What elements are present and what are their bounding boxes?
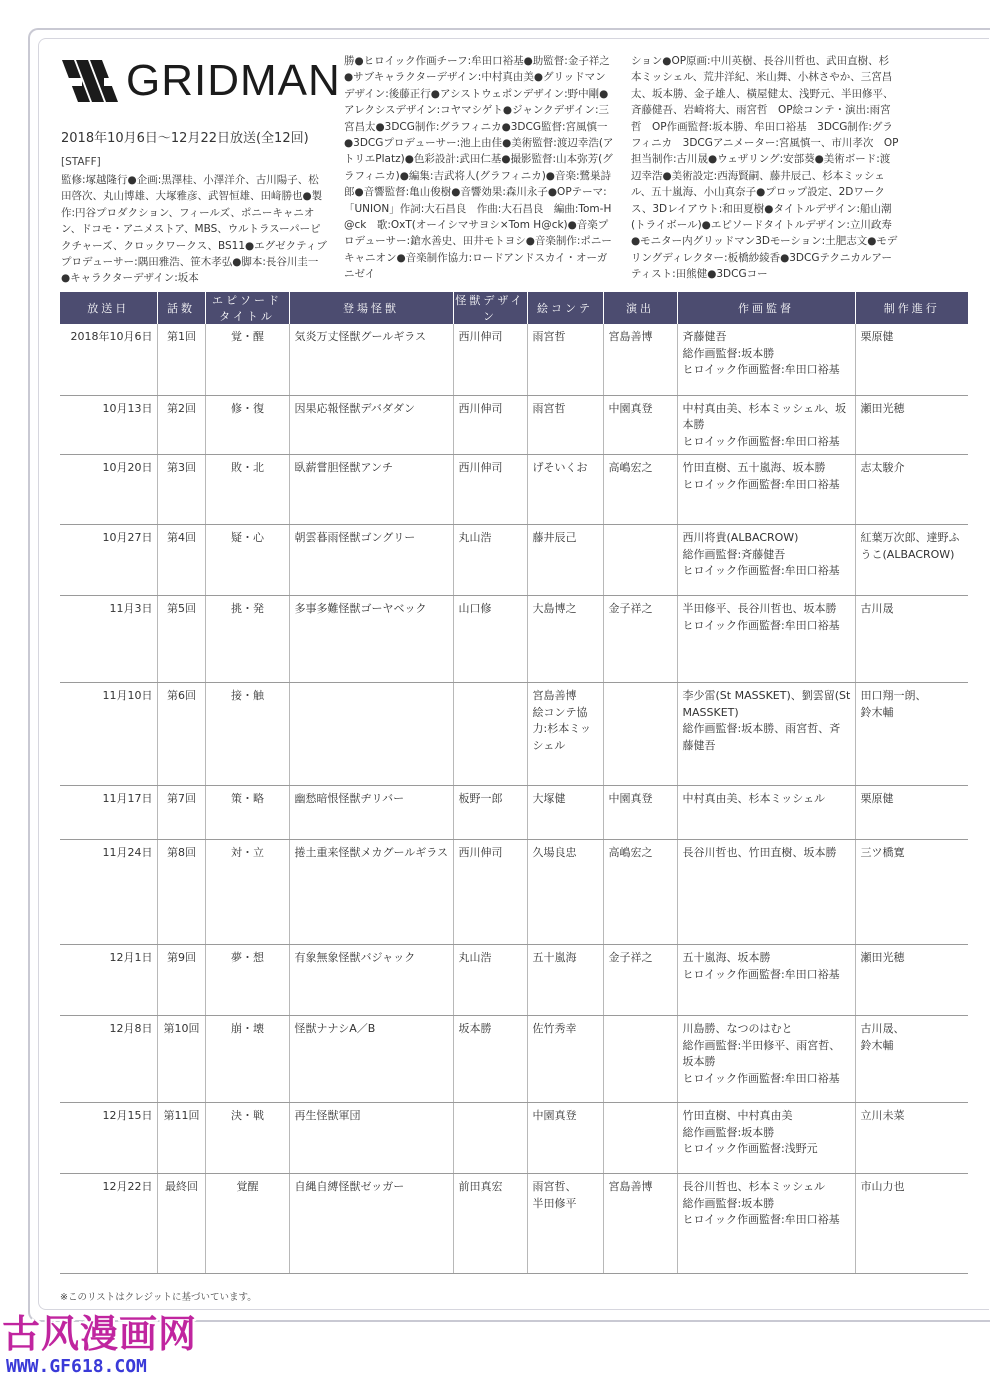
- cell-production-assistant: 志太駿介: [855, 455, 968, 525]
- cell-storyboard: 佐竹秀幸: [527, 1016, 603, 1103]
- cell-storyboard: 雨宮哲: [527, 395, 603, 455]
- cell-episode-title: 覚・醒: [205, 324, 289, 395]
- table-row: [60, 525, 968, 596]
- header-production-assistant: 制作進行: [855, 292, 968, 324]
- cell-airdate: 10月20日: [60, 455, 157, 525]
- watermark-url: WWW.GF618.COM: [6, 1356, 147, 1377]
- table-row: [60, 1103, 968, 1174]
- cell-production-assistant: 紅葉万次郎、達野ふうこ(ALBACROW): [855, 525, 968, 596]
- cell-kaiju: 有象無象怪獣バジャック: [289, 945, 453, 1016]
- cell-storyboard: 藤井辰己: [527, 525, 603, 596]
- episode-table-header: [60, 292, 968, 324]
- cell-kaiju: 捲土重来怪獣メカグールギラス: [289, 840, 453, 945]
- cell-episode-director: 宮島善博: [603, 324, 677, 395]
- cell-kaiju-design: 丸山浩: [453, 945, 527, 1016]
- cell-kaiju: 再生怪獣軍団: [289, 1103, 453, 1174]
- cell-production-assistant: 栗原健: [855, 786, 968, 840]
- cell-episode-title: 挑・発: [205, 596, 289, 683]
- cell-airdate: 11月24日: [60, 840, 157, 945]
- staff-heading: [STAFF]: [61, 156, 101, 168]
- cell-production-assistant: 立川未菜: [855, 1103, 968, 1174]
- cell-kaiju-design: [453, 1103, 527, 1174]
- cell-episode-title: 覚醒: [205, 1174, 289, 1274]
- cell-episode-number: 第6回: [157, 683, 205, 786]
- cell-production-assistant: 栗原健: [855, 324, 968, 395]
- cell-airdate: 12月22日: [60, 1174, 157, 1274]
- cell-animation-director: 李少雷(St MASSKET)、劉雲留(St MASSKET) 総作画監督:坂本勝、雨宮哲、斉藤健吾: [677, 683, 855, 786]
- cell-episode-director: 中園真登: [603, 395, 677, 455]
- cell-kaiju-design: 西川伸司: [453, 395, 527, 455]
- header-kaiju: 登場怪獣: [289, 292, 453, 324]
- cell-kaiju: 因果応報怪獣デバダダン: [289, 395, 453, 455]
- cell-kaiju-design: 山口修: [453, 596, 527, 683]
- cell-storyboard: 大島博之: [527, 596, 603, 683]
- gridman-logo: [62, 56, 341, 106]
- staff-credits-column-1: 監修:塚越隆行●企画:黒澤桂、小澤洋介、古川陽子、松田啓次、丸山博雄、大塚雅彦、武智恒雄、田﨑勝也●製作:円谷プロダクション、フィールズ、ポニーキャニオン、ドコモ・アニメストア、MBS、ウルトラスーパーピクチャーズ、クロックワークス、BS11●エグゼクティブプロデューサー:隅田雅浩、笹木孝弘●脚本:長谷川圭一●キャラクターデザイン:坂本: [61, 174, 327, 285]
- cell-storyboard: 久場良忠: [527, 840, 603, 945]
- cell-production-assistant: 古川晟: [855, 596, 968, 683]
- header-animation-director: 作画監督: [677, 292, 855, 324]
- cell-animation-director: 斉藤健吾 総作画監督:坂本勝 ヒロイック作画監督:牟田口裕基: [677, 324, 855, 395]
- cell-kaiju-design: 前田真宏: [453, 1174, 527, 1274]
- cell-episode-director: 高嶋宏之: [603, 840, 677, 945]
- cell-kaiju: 怪獣ナナシA／B: [289, 1016, 453, 1103]
- cell-kaiju: 気炎万丈怪獣グールギラス: [289, 324, 453, 395]
- cell-episode-number: 最終回: [157, 1174, 205, 1274]
- header-episode-number: 話数: [157, 292, 205, 324]
- staff-credits-column-3: ション●OP原画:中川英樹、長谷川哲也、武田直樹、杉本ミッシェル、荒井洋紀、米山舞、小林さやか、三宮昌太、坂本勝、金子雄人、橫屋健太、浅野元、半田修平、斉藤健吾、岩崎将大、雨宮哲 OP絵コンテ・演出:雨宮哲 OP作画監督:坂本勝、牟田口裕基 3DCG制作:グラフィニカ 3DCGアニメーター:宮風慎一、市川孝次 OP担当制作:古川晟●ウェザリング:安部葵●美術ボード:渡辺幸浩●美術設定:西海賢嗣、藤井辰己、杉本ミッシェル、五十嵐海、小山真奈子●プロップ設定、2Dワークス、3Dレイアウト:和田夏樹●タイトルデザイン:船山潮(トライボール)●エピソードタイトルデザイン:立川政寿●モニター内グリッドマン3Dモーション:土肥志文●モデリングディレクター:板橋紗綾香●3DCGテクニカルアーティスト:田熊健●3DCGコー: [631, 55, 899, 281]
- header-episode-director: 演出: [603, 292, 677, 324]
- table-row: [60, 596, 968, 683]
- cell-production-assistant: 古川晟、 鈴木輔: [855, 1016, 968, 1103]
- cell-airdate: 2018年10月6日: [60, 324, 157, 395]
- staff-credits-column-2: 勝●ヒロイック作画チーフ:牟田口裕基●助監督:金子祥之●サブキャラクターデザイン:中村真由美●グリッドマンデザイン:後藤正行●アシストウェポンデザイン:野中剛●アレクシスデザイン:コヤマシゲト●ジャンクデザイン:三宮昌太●3DCG制作:グラフィニカ●3DCG監督:宮風慎一●3DCGプロデューサー:池上由佳●美術監督:渡辺幸浩(アトリエPlatz)●色彩設計:武田仁基●撮影監督:山本弥芳(グラフィニカ)●編集:吉武将人(グラフィニカ)●音楽:鷺巣詩郎●音響監督:亀山俊樹●音響効果:森川永子●OPテーマ:「UNION」作詞:大石昌良 作曲:大石昌良 編曲:Tom-H@ck 歌:OxT(オーイシマサヨシ×Tom H@ck)●音楽プロデューサー:鎗水善史、田井モトヨシ●音楽制作:ポニーキャニオン●音楽制作協力:ロードアンドスカイ・オーガニゼイ: [344, 55, 614, 281]
- cell-animation-director: 竹田直樹、中村真由美 総作画監督:坂本勝 ヒロイック作画監督:浅野元: [677, 1103, 855, 1174]
- cell-episode-number: 第5回: [157, 596, 205, 683]
- cell-animation-director: 西川将貴(ALBACROW) 総作画監督:斉藤健吾 ヒロイック作画監督:牟田口裕基: [677, 525, 855, 596]
- table-row: [60, 395, 968, 455]
- cell-episode-number: 第9回: [157, 945, 205, 1016]
- table-row: [60, 324, 968, 395]
- cell-episode-title: 修・復: [205, 395, 289, 455]
- table-row: [60, 1174, 968, 1274]
- cell-episode-number: 第3回: [157, 455, 205, 525]
- cell-episode-director: 中園真登: [603, 786, 677, 840]
- cell-animation-director: 五十嵐海、坂本勝 ヒロイック作画監督:牟田口裕基: [677, 945, 855, 1016]
- cell-kaiju-design: 丸山浩: [453, 525, 527, 596]
- cell-episode-number: 第8回: [157, 840, 205, 945]
- table-row: [60, 945, 968, 1016]
- cell-animation-director: 川島勝、なつのはむと 総作画監督:半田修平、雨宮哲、坂本勝 ヒロイック作画監督:牟田口裕基: [677, 1016, 855, 1103]
- cell-episode-director: [603, 1016, 677, 1103]
- cell-kaiju: 自縄自縛怪獣ゼッガー: [289, 1174, 453, 1274]
- cell-animation-director: 長谷川哲也、杉本ミッシェル 総作画監督:坂本勝 ヒロイック作画監督:牟田口裕基: [677, 1174, 855, 1274]
- cell-episode-title: 対・立: [205, 840, 289, 945]
- cell-episode-number: 第11回: [157, 1103, 205, 1174]
- cell-episode-director: 宮島善博: [603, 1174, 677, 1274]
- cell-airdate: 10月13日: [60, 395, 157, 455]
- cell-animation-director: 中村真由美、杉本ミッシェル、坂本勝 ヒロイック作画監督:牟田口裕基: [677, 395, 855, 455]
- cell-kaiju: 臥薪嘗胆怪獣アンチ: [289, 455, 453, 525]
- cell-storyboard: 大塚健: [527, 786, 603, 840]
- cell-storyboard: 雨宮哲、 半田修平: [527, 1174, 603, 1274]
- episode-table: [60, 292, 968, 1274]
- header-episode-title: エピソードタイトル: [205, 292, 289, 324]
- cell-episode-title: 崩・壊: [205, 1016, 289, 1103]
- cell-episode-director: [603, 525, 677, 596]
- cell-production-assistant: 田口翔一朗、 鈴木輔: [855, 683, 968, 786]
- cell-episode-number: 第1回: [157, 324, 205, 395]
- cell-kaiju: [289, 683, 453, 786]
- cell-episode-title: 敗・北: [205, 455, 289, 525]
- cell-kaiju-design: [453, 683, 527, 786]
- cell-episode-title: 策・略: [205, 786, 289, 840]
- cell-episode-number: 第10回: [157, 1016, 205, 1103]
- table-row: [60, 683, 968, 786]
- cell-episode-number: 第4回: [157, 525, 205, 596]
- cell-storyboard: 宮島善博 絵コンテ協力:杉本ミッシェル: [527, 683, 603, 786]
- cell-storyboard: 中園真登: [527, 1103, 603, 1174]
- cell-kaiju-design: 西川伸司: [453, 455, 527, 525]
- logo-text: GRIDMAN: [126, 56, 341, 105]
- cell-storyboard: げそいくお: [527, 455, 603, 525]
- cell-animation-director: 半田修平、長谷川哲也、坂本勝 ヒロイック作画監督:牟田口裕基: [677, 596, 855, 683]
- cell-airdate: 11月3日: [60, 596, 157, 683]
- cell-storyboard: 五十嵐海: [527, 945, 603, 1016]
- cell-animation-director: 長谷川哲也、竹田直樹、坂本勝: [677, 840, 855, 945]
- header-airdate: 放送日: [60, 292, 157, 324]
- cell-episode-director: [603, 683, 677, 786]
- cell-episode-director: 金子祥之: [603, 596, 677, 683]
- cell-storyboard: 雨宮哲: [527, 324, 603, 395]
- cell-episode-title: 決・戦: [205, 1103, 289, 1174]
- cell-animation-director: 中村真由美、杉本ミッシェル: [677, 786, 855, 840]
- table-row: [60, 786, 968, 840]
- cell-kaiju: 朝雲暮雨怪獣ゴングリー: [289, 525, 453, 596]
- logo-mark-icon: [62, 58, 124, 104]
- cell-airdate: 11月17日: [60, 786, 157, 840]
- table-row: [60, 455, 968, 525]
- cell-kaiju-design: 坂本勝: [453, 1016, 527, 1103]
- cell-kaiju: 多事多難怪獣ゴーヤベック: [289, 596, 453, 683]
- cell-episode-director: [603, 1103, 677, 1174]
- cell-kaiju: 幽愁暗恨怪獣ヂリバー: [289, 786, 453, 840]
- cell-episode-title: 夢・想: [205, 945, 289, 1016]
- cell-episode-title: 疑・心: [205, 525, 289, 596]
- watermark-title: 古风漫画网: [2, 1312, 198, 1356]
- cell-airdate: 12月1日: [60, 945, 157, 1016]
- cell-airdate: 12月8日: [60, 1016, 157, 1103]
- header-kaiju-design: 怪獣デザイン: [453, 292, 527, 324]
- cell-kaiju-design: 西川伸司: [453, 840, 527, 945]
- cell-kaiju-design: 西川伸司: [453, 324, 527, 395]
- cell-episode-director: 高嶋宏之: [603, 455, 677, 525]
- footnote: ※このリストはクレジットに基づいています。: [60, 1292, 257, 1303]
- cell-episode-number: 第7回: [157, 786, 205, 840]
- cell-episode-number: 第2回: [157, 395, 205, 455]
- cell-episode-director: 金子祥之: [603, 945, 677, 1016]
- cell-airdate: 12月15日: [60, 1103, 157, 1174]
- cell-episode-title: 接・触: [205, 683, 289, 786]
- cell-airdate: 10月27日: [60, 525, 157, 596]
- cell-kaiju-design: 板野一郎: [453, 786, 527, 840]
- header-storyboard: 絵コンテ: [527, 292, 603, 324]
- cell-production-assistant: 瀬田光穂: [855, 945, 968, 1016]
- cell-production-assistant: 三ツ橋寛: [855, 840, 968, 945]
- cell-animation-director: 竹田直樹、五十嵐海、坂本勝 ヒロイック作画監督:牟田口裕基: [677, 455, 855, 525]
- cell-production-assistant: 市山力也: [855, 1174, 968, 1274]
- cell-airdate: 11月10日: [60, 683, 157, 786]
- airdate-range: 2018年10月6日～12月22日放送(全12回): [61, 131, 309, 146]
- table-row: [60, 1016, 968, 1103]
- table-row: [60, 840, 968, 945]
- cell-production-assistant: 瀬田光穂: [855, 395, 968, 455]
